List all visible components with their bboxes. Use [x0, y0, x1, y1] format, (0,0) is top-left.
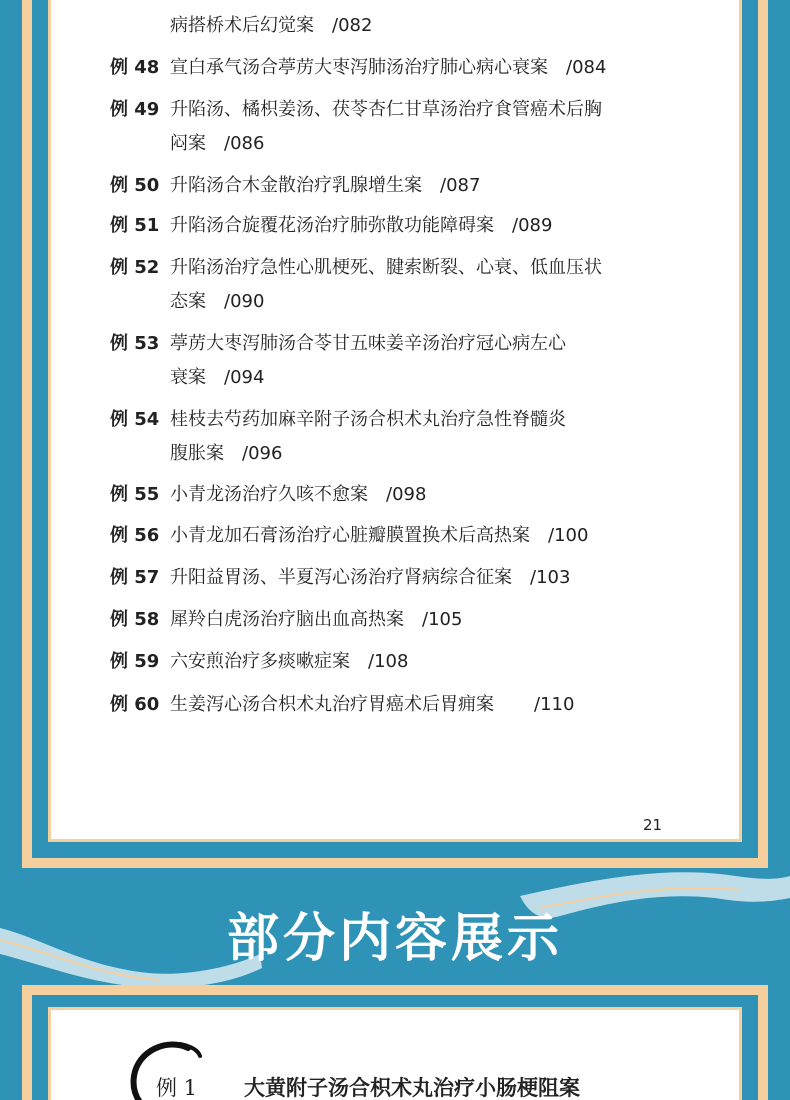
toc-entry-title: 升阳益胃汤、半夏泻心汤治疗肾病综合征案	[170, 567, 512, 588]
toc-entry-number: 例 59	[110, 651, 160, 672]
toc-entry-title: 小青龙汤治疗久咳不愈案	[170, 484, 368, 505]
toc-entry-title: 六安煎治疗多痰嗽症案	[170, 651, 350, 672]
toc-entry-number: 例 51	[110, 215, 160, 236]
toc-entry-number: 例 48	[110, 57, 160, 78]
toc-entry-title-cont: 闷案	[170, 133, 206, 154]
toc-entry-number: 例 57	[110, 567, 160, 588]
toc-entry-title: 升陷汤、橘枳姜汤、茯苓杏仁甘草汤治疗食管癌术后胸	[170, 99, 602, 120]
toc-entry-page: /105	[422, 609, 463, 630]
toc-entry-page: /084	[566, 57, 607, 78]
toc-entry-page: /098	[386, 484, 427, 505]
toc-entry-title-cont: 病搭桥术后幻觉案	[170, 15, 314, 36]
example-title: 大黄附子汤合枳术丸治疗小肠梗阻案	[244, 1075, 580, 1100]
toc-entry-title: 生姜泻心汤合枳术丸治疗胃癌术后胃痈案	[170, 694, 494, 715]
toc-entry-page: /094	[224, 367, 265, 388]
toc-entry-number: 例 54	[110, 409, 160, 430]
toc-entry-number: 例 56	[110, 525, 160, 546]
toc-entry-title-cont: 态案	[170, 291, 206, 312]
toc-entry-title: 葶苈大枣泻肺汤合苓甘五味姜辛汤治疗冠心病左心	[170, 333, 566, 354]
section-banner-title: 部分内容展示	[226, 909, 563, 969]
toc-entry-number: 例 60	[110, 694, 160, 715]
toc-entry-page: /089	[512, 215, 553, 236]
toc-entry-page: /110	[534, 694, 575, 715]
toc-entry-title: 小青龙加石膏汤治疗心脏瓣膜置换术后高热案	[170, 525, 530, 546]
toc-entry-title: 桂枝去芍药加麻辛附子汤合枳术丸治疗急性脊髓炎	[170, 409, 566, 430]
toc-entry-page: /103	[530, 567, 571, 588]
toc-entry-title: 犀羚白虎汤治疗脑出血高热案	[170, 609, 404, 630]
toc-entry-number: 例 55	[110, 484, 160, 505]
page-number: 21	[643, 816, 663, 834]
toc-entry-page: /087	[440, 175, 481, 196]
toc-entry-number: 例 58	[110, 609, 160, 630]
toc-entry-number: 例 52	[110, 257, 160, 278]
toc-entry-title-cont: 衰案	[170, 367, 206, 388]
toc-entry-title: 升陷汤合木金散治疗乳腺增生案	[170, 175, 422, 196]
toc-entry-page: /082	[332, 15, 373, 36]
toc-entry-title: 升陷汤合旋覆花汤治疗肺弥散功能障碍案	[170, 215, 494, 236]
toc-entry-title-cont: 腹胀案	[170, 443, 224, 464]
toc-entry-number: 例 53	[110, 333, 160, 354]
toc-entry-title: 宣白承气汤合葶苈大枣泻肺汤治疗肺心病心衰案	[170, 57, 548, 78]
toc-entry-page: /090	[224, 291, 265, 312]
toc-entry-number: 例 49	[110, 99, 160, 120]
toc-entry-page: /108	[368, 651, 409, 672]
toc-entry-page: /086	[224, 133, 265, 154]
example-label: 例 1	[156, 1076, 198, 1100]
toc-entry-page: /096	[242, 443, 283, 464]
toc-entry-title: 升陷汤治疗急性心肌梗死、腱索断裂、心衰、低血压状	[170, 257, 602, 278]
toc-entry-number: 例 50	[110, 175, 160, 196]
toc-entry-page: /100	[548, 525, 589, 546]
